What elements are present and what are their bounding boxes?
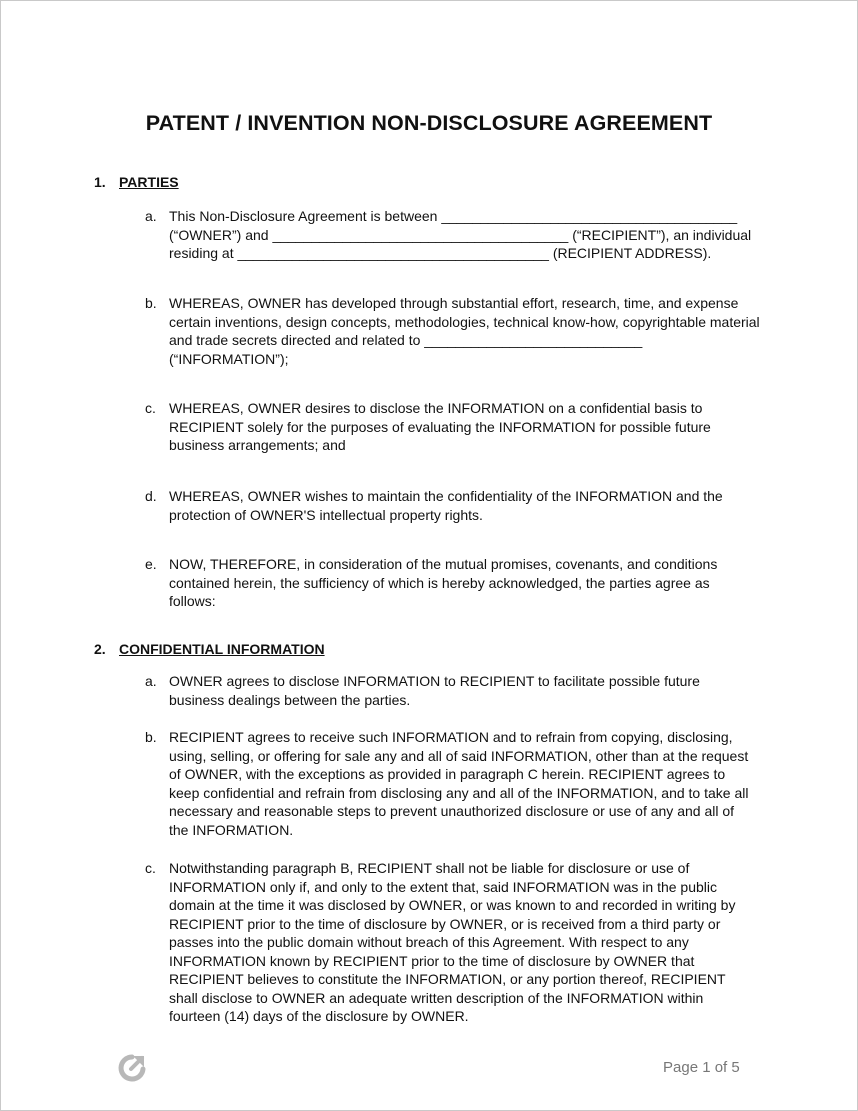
clause-text: NOW, THEREFORE, in consideration of the mutual promises, covenants, and conditions contained herein, the sufficiency of which is hereby acknowledged, the parties agree as follows: bbox=[169, 556, 718, 609]
clause-letter: b. bbox=[145, 729, 157, 745]
clause-text: RECIPIENT agrees to receive such INFORMATION and to refrain from copying, disclosing, using, selling, or offering for sale any and all of said INFORMATION, other than at the request of OWNER, with the exceptions as provided in paragraph C herein. RECIPIENT agrees to keep confidential and refrain from disclosing any and all of the INFORMATION, and to take all necessary and reasonable steps to prevent unauthorized disclosure or use of any and all of the INFORMATION. bbox=[169, 729, 749, 838]
curved-arrow-logo-icon bbox=[117, 1051, 147, 1083]
clause-text: WHEREAS, OWNER desires to disclose the INFORMATION on a confidential basis to RECIPIENT solely for the purposes of evaluating the INFORMATION for possible future business arrangements; and bbox=[169, 400, 711, 453]
clause-letter: c. bbox=[145, 400, 156, 416]
clause-letter: a. bbox=[145, 673, 157, 689]
clause-letter: e. bbox=[145, 556, 157, 572]
section-heading-confidential-information: CONFIDENTIAL INFORMATION bbox=[119, 641, 325, 657]
document-title: PATENT / INVENTION NON-DISCLOSURE AGREEMENT bbox=[145, 111, 713, 135]
section-number: 1. bbox=[94, 174, 106, 190]
clause-text: Notwithstanding paragraph B, RECIPIENT shall not be liable for disclosure or use of INFORMATION only if, and only to the extent that, said INFORMATION was in the public domain at the time it was disclosed by OWNER, or was known to and recorded in writing by RECIPIENT prior to the time of disclosure by OWNER, or is received from a third party or passes into the public domain without breach of this Agreement. With respect to any INFORMATION known by RECIPIENT prior to the time of disclosure by OWNER that RECIPIENT believes to constitute the INFORMATION, or any portion thereof, RECIPIENT shall disclose to OWNER an adequate written description of the INFORMATION within fourteen (14) days of the disclosure by OWNER. bbox=[169, 860, 736, 1024]
clause-letter: d. bbox=[145, 488, 157, 504]
section-heading-parties: PARTIES bbox=[119, 174, 179, 190]
clause-letter: a. bbox=[145, 208, 157, 224]
clause-text: This Non-Disclosure Agreement is between ______________________________________ (“OWNER”) and ______________________________________ (“RECIPIENT”), an individual residing at ________________________________________ (RECIPIENT ADDRESS). bbox=[169, 208, 752, 261]
page-number: Page 1 of 5 bbox=[663, 1059, 740, 1076]
section-number: 2. bbox=[94, 641, 106, 657]
clause-letter: c. bbox=[145, 860, 156, 876]
clause-text: WHEREAS, OWNER wishes to maintain the confidentiality of the INFORMATION and the protection of OWNER'S intellectual property rights. bbox=[169, 488, 723, 523]
clause-text: OWNER agrees to disclose INFORMATION to RECIPIENT to facilitate possible future business dealings between the parties. bbox=[169, 673, 700, 708]
clause-letter: b. bbox=[145, 295, 157, 311]
clause-text: WHEREAS, OWNER has developed through substantial effort, research, time, and expense certain inventions, design concepts, methodologies, technical know-how, copyrightable material and trade secrets directed and related to ____________________________ (“INFORMATION”); bbox=[169, 295, 760, 367]
